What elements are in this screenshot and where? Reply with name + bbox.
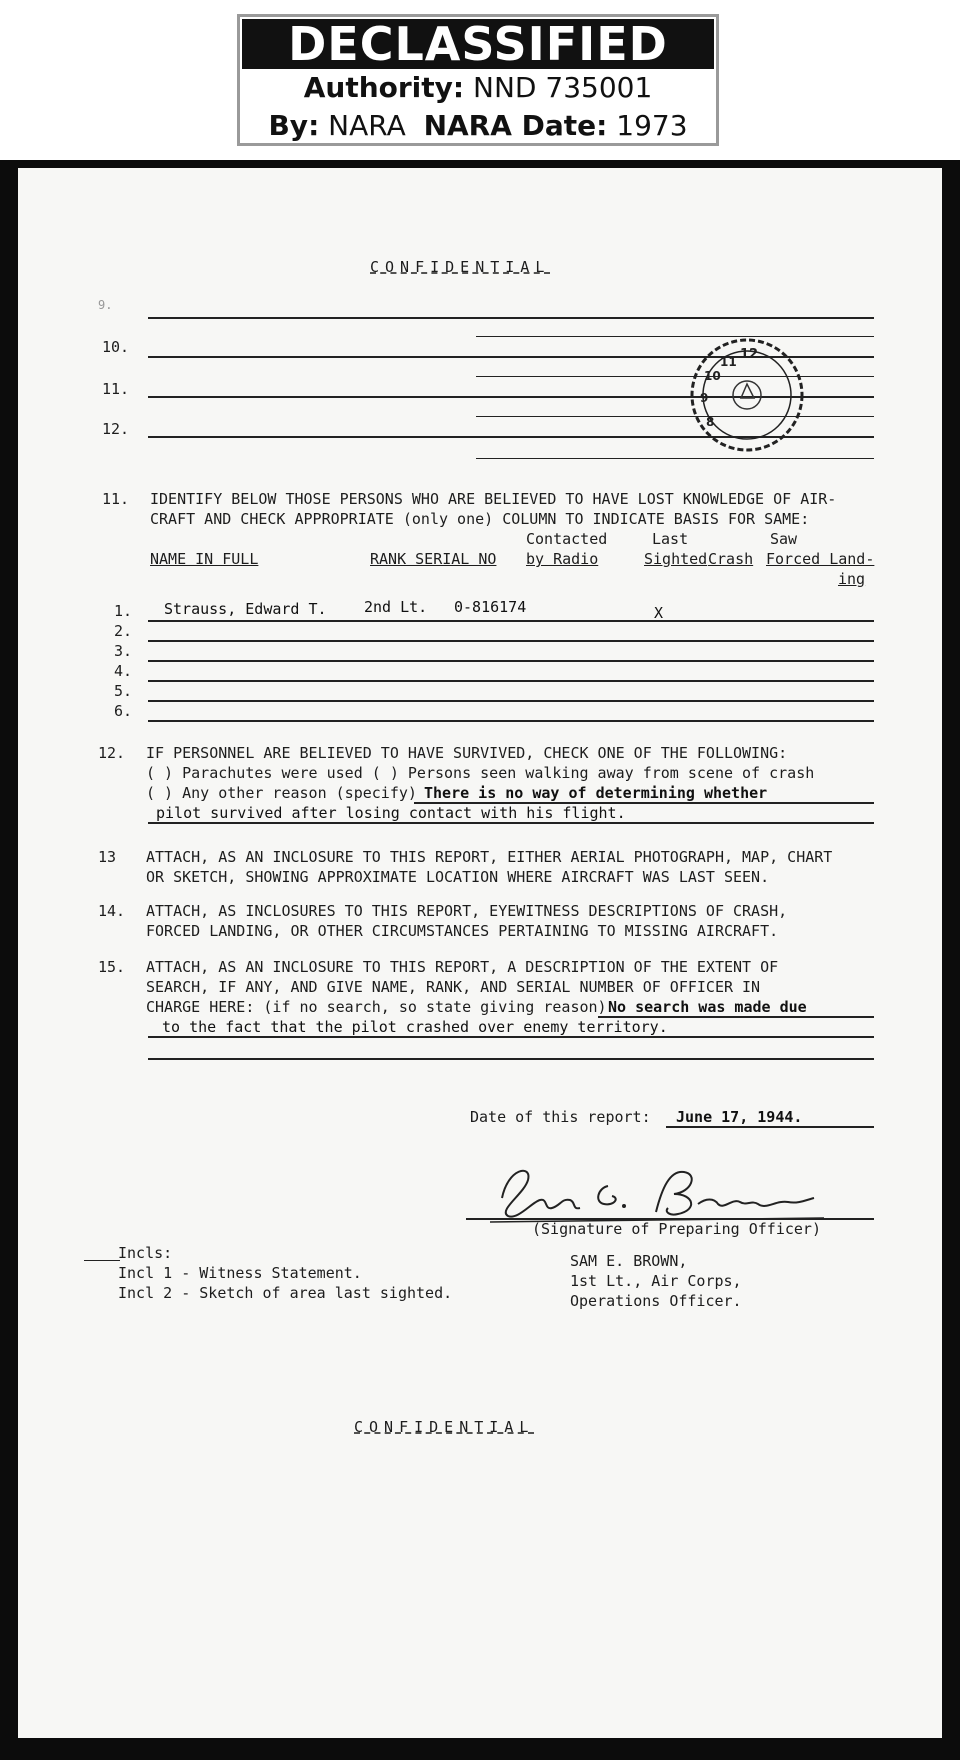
- row-6-number: 6.: [114, 702, 133, 720]
- svg-text:11: 11: [720, 355, 737, 369]
- section-11-number: 11.: [102, 490, 130, 508]
- stamp-authority: [240, 71, 716, 104]
- officer-rank: 1st Lt., Air Corps,: [570, 1272, 742, 1290]
- line-number-12: 12.: [102, 420, 130, 438]
- stamp-by-value: NARA: [328, 109, 406, 142]
- inclosures-rule: [84, 1260, 120, 1261]
- row-1-last-sighted-mark: X: [654, 604, 664, 622]
- svg-text:12: 12: [740, 347, 759, 362]
- stamp-by-label: By:: [268, 109, 320, 142]
- report-date-rule: [666, 1126, 874, 1128]
- section-14-number: 14.: [98, 902, 126, 920]
- section-11-line1: IDENTIFY BELOW THOSE PERSONS WHO ARE BELIEVED TO HAVE LOST KNOWLEDGE OF AIR-: [150, 490, 837, 508]
- section-14-line1: ATTACH, AS INCLOSURES TO THIS REPORT, EYEWITNESS DESCRIPTIONS OF CRASH,: [146, 902, 788, 920]
- section-13-line2: OR SKETCH, SHOWING APPROXIMATE LOCATION WHERE AIRCRAFT WAS LAST SEEN.: [146, 868, 770, 886]
- stamp-title: DECLASSIFIED: [242, 19, 714, 69]
- col-contacted-bottom: by Radio: [526, 550, 599, 568]
- line-number-10: 10.: [102, 338, 130, 356]
- section-12-answer-rule2: [148, 822, 874, 824]
- inclosure-2: Incl 2 - Sketch of area last sighted.: [118, 1284, 453, 1302]
- rule-12b: [476, 458, 874, 459]
- row-1-rank: 2nd Lt.: [364, 598, 428, 616]
- document-page: [18, 168, 942, 1738]
- row-5-number: 5.: [114, 682, 133, 700]
- footer-classification: CONFIDENTIAL: [354, 1418, 535, 1436]
- section-14-line2: FORCED LANDING, OR OTHER CIRCUMSTANCES PERTAINING TO MISSING AIRCRAFT.: [146, 922, 779, 940]
- section-15-line2: SEARCH, IF ANY, AND GIVE NAME, RANK, AND SERIAL NUMBER OF OFFICER IN: [146, 978, 761, 996]
- section-15-answer1: No search was made due: [608, 998, 807, 1016]
- section-12-line1: IF PERSONNEL ARE BELIEVED TO HAVE SURVIVED, CHECK ONE OF THE FOLLOWING:: [146, 744, 788, 762]
- postmark-stamp-icon: [688, 336, 806, 454]
- rule-9: [148, 317, 874, 319]
- section-11-line2: CRAFT AND CHECK APPROPRIATE (only one) COLUMN TO INDICATE BASIS FOR SAME:: [150, 510, 810, 528]
- row-4-rule: [148, 680, 874, 682]
- section-15-line3: CHARGE HERE: (if no search, so state giving reason): [146, 998, 607, 1016]
- officer-name: SAM E. BROWN,: [570, 1252, 688, 1270]
- officer-title: Operations Officer.: [570, 1292, 742, 1310]
- report-date-value: June 17, 1944.: [676, 1108, 803, 1126]
- svg-text:8: 8: [706, 415, 715, 429]
- header-classification: CONFIDENTIAL: [370, 258, 551, 276]
- col-last-top: Last: [652, 530, 689, 548]
- scanned-page-background: [0, 160, 960, 1760]
- col-saw-bottom: Forced Land-: [766, 550, 875, 568]
- section-15-answer2: to the fact that the pilot crashed over enemy territory.: [162, 1018, 668, 1036]
- col-crash: Crash: [708, 550, 754, 568]
- row-3-number: 3.: [114, 642, 133, 660]
- signature-caption: (Signature of Preparing Officer): [532, 1220, 821, 1238]
- row-4-number: 4.: [114, 662, 133, 680]
- rule-9b: [476, 336, 874, 337]
- col-contacted-top: Contacted: [526, 530, 608, 548]
- section-13-line1: ATTACH, AS AN INCLOSURE TO THIS REPORT, EITHER AERIAL PHOTOGRAPH, MAP, CHART: [146, 848, 833, 866]
- line-number-9: 9.: [98, 298, 113, 312]
- declassified-stamp: [237, 14, 719, 146]
- col-saw-tail: ing: [838, 570, 866, 588]
- section-15-number: 15.: [98, 958, 126, 976]
- rule-10b: [476, 376, 874, 377]
- col-name-in-full: NAME IN FULL: [150, 550, 259, 568]
- stamp-date-value: 1973: [616, 109, 688, 142]
- inclosures-label: Incls:: [118, 1244, 173, 1262]
- inclosure-1: Incl 1 - Witness Statement.: [118, 1264, 362, 1282]
- report-date-label: Date of this report:: [470, 1108, 651, 1126]
- section-15-answer-rule2: [148, 1036, 874, 1038]
- stamp-by: [240, 109, 716, 142]
- col-rank-serial: RANK SERIAL NO: [370, 550, 497, 568]
- section-12-line2: ( ) Parachutes were used ( ) Persons seen walking away from scene of crash: [146, 764, 815, 782]
- line-number-11: 11.: [102, 380, 130, 398]
- row-1-number: 1.: [114, 602, 133, 620]
- stamp-authority-value: NND 735001: [473, 71, 653, 104]
- col-saw-top: Saw: [770, 530, 798, 548]
- stamp-date-label: NARA Date:: [423, 109, 608, 142]
- row-1-rule: [148, 620, 874, 622]
- row-2-rule: [148, 640, 874, 642]
- section-13-number: 13: [98, 848, 117, 866]
- section-12-answer2: pilot survived after losing contact with his flight.: [156, 804, 626, 822]
- section-12-line3: ( ) Any other reason (specify): [146, 784, 417, 802]
- svg-text:9: 9: [700, 391, 709, 405]
- row-1-name: Strauss, Edward T.: [164, 600, 327, 618]
- row-6-rule: [148, 720, 874, 722]
- rule-11b: [476, 416, 874, 417]
- row-2-number: 2.: [114, 622, 133, 640]
- row-3-rule: [148, 660, 874, 662]
- section-15-answer-rule3: [148, 1058, 874, 1060]
- row-1-serial: 0-816174: [454, 598, 527, 616]
- section-12-number: 12.: [98, 744, 126, 762]
- col-last-bottom: Sighted: [644, 550, 708, 568]
- stamp-authority-label: Authority:: [303, 71, 465, 104]
- row-5-rule: [148, 700, 874, 702]
- svg-text:10: 10: [704, 369, 721, 383]
- section-15-line1: ATTACH, AS AN INCLOSURE TO THIS REPORT, A DESCRIPTION OF THE EXTENT OF: [146, 958, 779, 976]
- section-12-answer1: There is no way of determining whether: [424, 784, 768, 802]
